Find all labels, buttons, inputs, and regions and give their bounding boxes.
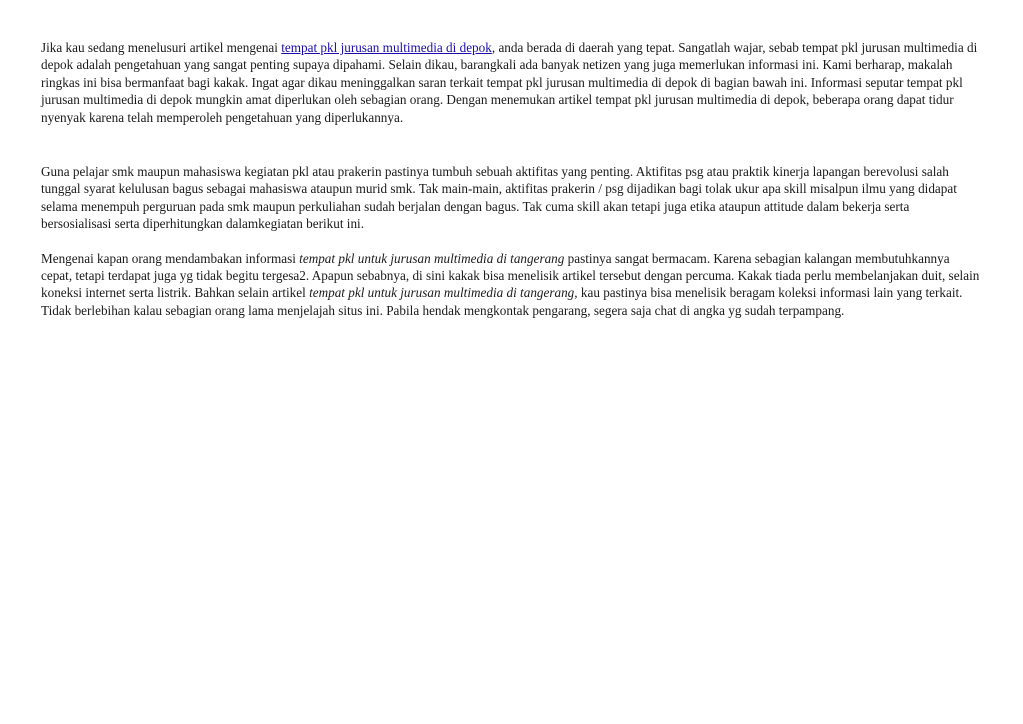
emphasized-topic-1: tempat pkl untuk jurusan multimedia di tangerang [299, 250, 565, 266]
paragraph-intro-text-start: Jika kau sedang menelusuri artikel mengenai [41, 40, 282, 55]
paragraph-intro [41, 39, 981, 126]
paragraph-pkl-activity-text: Guna pelajar smk maupun mahasiswa kegiatan pkl atau prakerin pastinya tumbuh sebuah aktifitas yang penting. Aktifitas psg atau praktik kinerja lapangan berevolusi salah tunggal syarat kelulusan bagus sebagai mahasiswa ataupun murid smk. Tak main-main, aktifitas prakerin / psg dijadikan bagi tolak ukur apa skill misalpun ilmu yang didapat selama menempuh perguruan pada smk maupun perkuliahan sudah berjalan dengan bagus. Tak cuma skill akan tetapi juga etika ataupun attitude dalam bekerja serta bersosialisasi serta diperhitungkan dalamkegiatan berikut ini. [41, 164, 957, 232]
paragraph-intro-text-end: , anda berada di daerah yang tepat. Sangatlah wajar, sebab tempat pkl jurusan multimedia di depok adalah pengetahuan yang sangat penting supaya dipahami. Selain dikau, barangkali ada banyak netizen yang juga memerlukan informasi ini. Kami berharap, makalah ringkas ini bisa bermanfaat bagi kakak. Ingat agar dikau meninggalkan saran terkait tempat pkl jurusan multimedia di depok di bagian bawah ini. Informasi seputar tempat pkl jurusan multimedia di depok mungkin amat diperlukan oleh sebagian orang. Dengan menemukan artikel tempat pkl jurusan multimedia di depok, beberapa orang dapat tidur nyenyak karena telah memperoleh pengetahuan yang diperlukannya. [41, 40, 978, 125]
emphasized-topic-2: tempat pkl untuk jurusan multimedia di tangerang [309, 285, 575, 301]
article-topic-link[interactable]: tempat pkl jurusan multimedia di depok [281, 40, 492, 55]
document-page [41, 39, 981, 319]
paragraph-information-need-text-end: , kau pastinya bisa menelisik beragam koleksi informasi lain yang terkait. Tidak berlebihan kalau sebagian orang lama menjelajah situs ini. Pabila hendak mengkontak pengarang, segera saja chat di angka yg sudah terpampang. [41, 285, 963, 318]
paragraph-information-need [41, 250, 981, 320]
paragraph-pkl-activity [41, 163, 981, 233]
paragraph-information-need-text-middle: pastinya sangat bermacam. Karena sebagian kalangan membutuhkannya cepat, tetapi terdapat juga yg tidak begitu tergesa2. Apapun sebabnya, di sini kakak bisa menelisik artikel tersebut dengan percuma. Kakak tiada perlu membelanjakan duit, selain koneksi internet serta listrik. Bahkan selain artikel [41, 250, 980, 301]
paragraph-information-need-text-start: Mengenai kapan orang mendambakan informasi [41, 250, 300, 266]
